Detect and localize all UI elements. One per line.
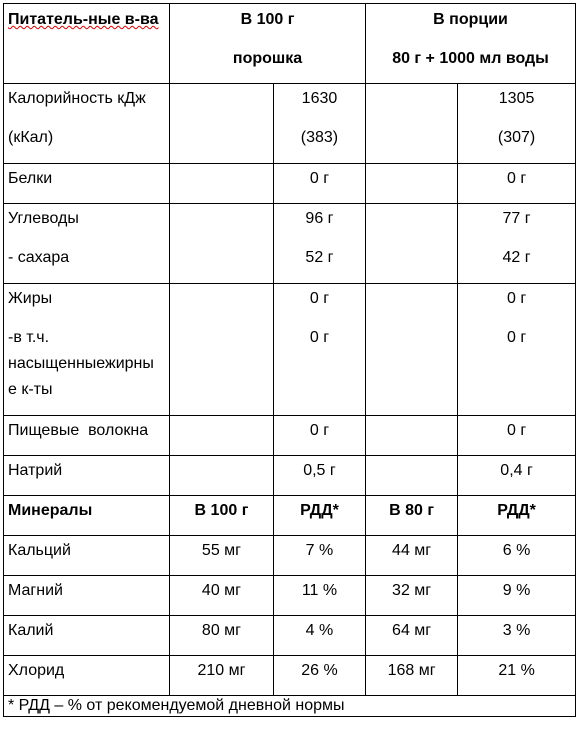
- footnote-cell: [4, 696, 576, 717]
- mineral-per80: 44 мг: [392, 542, 432, 559]
- sodium-portion-value: 0,4 г: [500, 462, 533, 479]
- mineral-row: [4, 536, 576, 576]
- protein-row: [4, 164, 576, 204]
- energy-per100-cell: [273, 84, 365, 164]
- energy-per100-kcal: (383): [300, 129, 339, 146]
- fiber-row: [4, 416, 576, 456]
- mineral-rdd100: 11 %: [301, 582, 338, 599]
- energy-label-line2: (кКал): [8, 129, 54, 146]
- mineral-name: Кальций: [8, 542, 71, 559]
- mineral-rdd80: 6 %: [502, 542, 531, 559]
- mineral-row: [4, 656, 576, 696]
- carbs-per100-total: 96 г: [305, 210, 334, 227]
- mineral-row: [4, 616, 576, 656]
- fat-row: [4, 284, 576, 416]
- mineral-per100-cell: [170, 576, 274, 616]
- mineral-name-cell: [4, 536, 170, 576]
- fiber-portion-cell: [458, 416, 576, 456]
- mineral-per80: 64 мг: [392, 622, 432, 639]
- mineral-rdd80-cell: [458, 536, 576, 576]
- fiber-empty-cell-2: [366, 416, 458, 456]
- per100-header-line1: В 100 г: [240, 11, 295, 28]
- fat-label-line2: -в т.ч.: [8, 329, 50, 346]
- carbs-per100-cell: [273, 204, 365, 284]
- mineral-rdd80-cell: [458, 656, 576, 696]
- mineral-rdd100: 7 %: [305, 542, 334, 559]
- mineral-per100: 210 мг: [197, 662, 246, 679]
- mineral-per80-cell: [366, 616, 458, 656]
- portion-header-cell: [366, 4, 576, 84]
- mineral-rdd80-cell: [458, 576, 576, 616]
- carbs-empty-cell-1: [170, 204, 274, 284]
- fiber-label: Пищевые волокна: [8, 422, 149, 439]
- sodium-empty-cell-1: [170, 456, 274, 496]
- fat-portion-total: 0 г: [506, 290, 527, 307]
- fat-portion-cell: [458, 284, 576, 416]
- protein-empty-cell-1: [170, 164, 274, 204]
- mineral-rdd80: 3 %: [502, 622, 531, 639]
- mineral-rdd80-cell: [458, 616, 576, 656]
- minerals-header-rdd100-cell: [273, 496, 365, 536]
- nutrition-table: [3, 3, 576, 717]
- mineral-rdd100: 4 %: [305, 622, 334, 639]
- fat-label-line1: Жиры: [8, 290, 53, 307]
- nutrients-header-cell: [4, 4, 170, 84]
- carbs-empty-cell-2: [366, 204, 458, 284]
- fat-per100-saturated: 0 г: [309, 329, 330, 346]
- footnote-text: * РДД – % от рекомендуемой дневной нормы: [8, 697, 345, 714]
- minerals-header-label: Минералы: [8, 502, 93, 519]
- protein-portion-cell: [458, 164, 576, 204]
- mineral-name: Магний: [8, 582, 63, 599]
- fiber-portion-value: 0 г: [506, 422, 527, 439]
- mineral-per80-cell: [366, 576, 458, 616]
- minerals-header-per80-cell: [366, 496, 458, 536]
- sodium-portion-cell: [458, 456, 576, 496]
- energy-empty-cell-2: [366, 84, 458, 164]
- header-row: [4, 4, 576, 84]
- minerals-header-per100-cell: [170, 496, 274, 536]
- fiber-per100-cell: [273, 416, 365, 456]
- mineral-per100: 55 мг: [201, 542, 241, 559]
- energy-empty-cell-1: [170, 84, 274, 164]
- mineral-per80-cell: [366, 536, 458, 576]
- energy-label-cell: [4, 84, 170, 164]
- energy-label-line1: Калорийность кДж: [8, 90, 146, 107]
- protein-per100-cell: [273, 164, 365, 204]
- fiber-empty-cell-1: [170, 416, 274, 456]
- fat-per100-total: 0 г: [309, 290, 330, 307]
- fat-empty-cell-1: [170, 284, 274, 416]
- sodium-row: [4, 456, 576, 496]
- mineral-name: Хлорид: [8, 662, 65, 679]
- minerals-header-per100: В 100 г: [194, 502, 249, 519]
- per100-header-cell: [170, 4, 366, 84]
- sodium-label-cell: [4, 456, 170, 496]
- mineral-name-cell: [4, 576, 170, 616]
- mineral-per100: 40 мг: [201, 582, 241, 599]
- fat-portion-saturated: 0 г: [506, 329, 527, 346]
- protein-per100-value: 0 г: [309, 170, 330, 187]
- fat-label-line3: насыщенныежирны: [8, 355, 154, 372]
- fat-empty-cell-2: [366, 284, 458, 416]
- carbs-portion-total: 77 г: [502, 210, 531, 227]
- energy-portion-cell: [458, 84, 576, 164]
- sodium-per100-value: 0,5 г: [303, 462, 336, 479]
- portion-header-line1: В порции: [433, 11, 508, 28]
- mineral-per100-cell: [170, 616, 274, 656]
- mineral-row: [4, 576, 576, 616]
- mineral-per100-cell: [170, 536, 274, 576]
- mineral-name: Калий: [8, 622, 54, 639]
- nutrients-header-label: Питатель-ные в-ва: [8, 11, 159, 28]
- minerals-header-rdd80: РДД*: [497, 502, 536, 519]
- mineral-per100-cell: [170, 656, 274, 696]
- mineral-rdd100-cell: [273, 536, 365, 576]
- minerals-header-label-cell: [4, 496, 170, 536]
- fat-per100-cell: [273, 284, 365, 416]
- mineral-per80: 168 мг: [387, 662, 436, 679]
- mineral-rdd80: 9 %: [502, 582, 531, 599]
- carbs-row: [4, 204, 576, 284]
- fiber-label-cell: [4, 416, 170, 456]
- fiber-per100-value: 0 г: [309, 422, 330, 439]
- footnote-row: [4, 696, 576, 717]
- fat-label-cell: [4, 284, 170, 416]
- energy-portion-kcal: (307): [497, 129, 536, 146]
- carbs-label-line1: Углеводы: [8, 210, 79, 227]
- per100-header-line2: порошка: [232, 50, 303, 67]
- sodium-label: Натрий: [8, 462, 63, 479]
- mineral-rdd100-cell: [273, 576, 365, 616]
- fat-label-line4: е к-ты: [8, 381, 53, 398]
- carbs-label-line2: - сахара: [8, 249, 70, 266]
- carbs-portion-cell: [458, 204, 576, 284]
- mineral-name-cell: [4, 656, 170, 696]
- mineral-rdd100: 26 %: [301, 662, 338, 679]
- mineral-rdd100-cell: [273, 616, 365, 656]
- protein-label-cell: [4, 164, 170, 204]
- portion-header-line2: 80 г + 1000 мл воды: [392, 50, 549, 67]
- sodium-per100-cell: [273, 456, 365, 496]
- mineral-per80: 32 мг: [392, 582, 432, 599]
- minerals-header-row: [4, 496, 576, 536]
- protein-portion-value: 0 г: [506, 170, 527, 187]
- sodium-empty-cell-2: [366, 456, 458, 496]
- mineral-rdd100-cell: [273, 656, 365, 696]
- protein-empty-cell-2: [366, 164, 458, 204]
- mineral-rdd80: 21 %: [498, 662, 535, 679]
- carbs-per100-sugar: 52 г: [305, 249, 334, 266]
- energy-portion-kj: 1305: [498, 90, 535, 107]
- protein-label: Белки: [8, 170, 53, 187]
- mineral-name-cell: [4, 616, 170, 656]
- mineral-per80-cell: [366, 656, 458, 696]
- energy-row: [4, 84, 576, 164]
- mineral-per100: 80 мг: [201, 622, 241, 639]
- minerals-header-per80: В 80 г: [389, 502, 435, 519]
- minerals-header-rdd100: РДД*: [300, 502, 339, 519]
- minerals-header-rdd80-cell: [458, 496, 576, 536]
- carbs-label-cell: [4, 204, 170, 284]
- carbs-portion-sugar: 42 г: [502, 249, 531, 266]
- energy-per100-kj: 1630: [301, 90, 338, 107]
